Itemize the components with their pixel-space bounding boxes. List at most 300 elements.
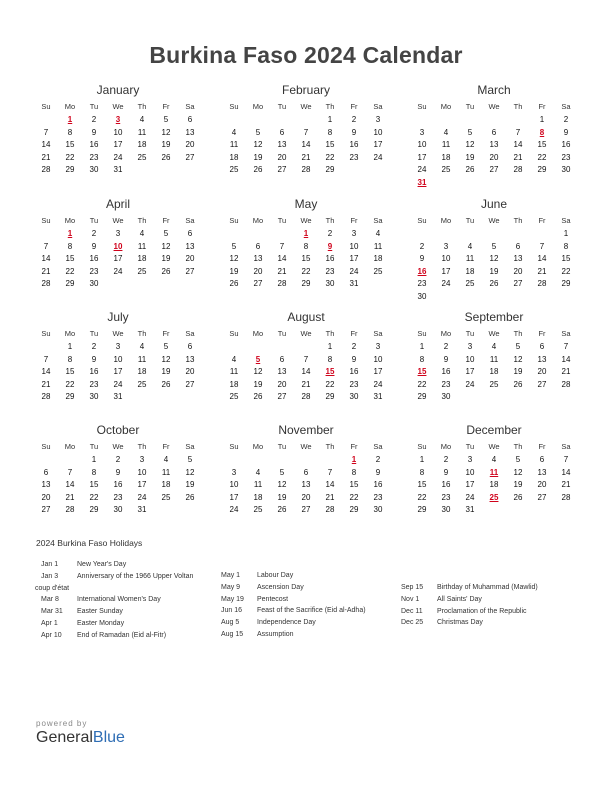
day-cell: 7: [539, 241, 545, 251]
day-cell: 29: [537, 165, 547, 174]
month-april: [34, 197, 202, 291]
month-name: January: [96, 83, 140, 97]
empty-cell: [222, 228, 246, 241]
month-name: September: [464, 310, 524, 324]
day-cell: 29: [325, 165, 335, 174]
weekday-label: Sa: [373, 329, 383, 338]
empty-cell: [270, 454, 294, 467]
day-cell: 9: [91, 241, 97, 251]
weekday-label: Tu: [465, 216, 475, 225]
page-title: Burkina Faso 2024 Calendar: [149, 42, 463, 68]
day-cell: 28: [513, 165, 523, 174]
day-cell: 23: [89, 266, 99, 276]
day-cell: 26: [185, 492, 195, 502]
day-cell: 14: [41, 254, 51, 263]
day-cell: 11: [373, 241, 383, 251]
day-cell: 11: [161, 467, 171, 477]
day-cell: 22: [561, 266, 571, 276]
day-cell: 14: [561, 467, 571, 477]
day-cell: 21: [561, 480, 571, 489]
day-cell: 23: [349, 379, 359, 389]
day-cell: 5: [163, 342, 169, 351]
weekday-label: Th: [325, 329, 335, 338]
day-cell: 10: [137, 467, 147, 477]
day-cell: 29: [89, 505, 99, 514]
day-cell: 31: [465, 505, 475, 514]
day-cell: 19: [465, 152, 475, 162]
day-cell: 7: [279, 241, 285, 251]
day-cell: 6: [279, 127, 285, 137]
empty-cell: [222, 114, 246, 127]
weekday-label: Tu: [277, 329, 287, 338]
holiday-name: Feast of the Sacrifice (Eid al-Adha): [257, 607, 366, 615]
weekday-label: Su: [41, 102, 51, 111]
day-cell: 15: [65, 367, 75, 376]
day-cell: 30: [417, 291, 427, 301]
weekday-label: Tu: [89, 102, 99, 111]
weekday-label: Fr: [350, 329, 358, 338]
day-cell: 3: [419, 127, 425, 137]
day-cell: 27: [253, 279, 263, 288]
weekday-label: Sa: [561, 216, 571, 225]
day-cell: 25: [137, 152, 147, 162]
weekday-label: Tu: [89, 442, 99, 451]
holidays-title: 2024 Burkina Faso Holidays: [36, 538, 143, 548]
month-grid: [222, 101, 390, 177]
holiday-date: Nov 1: [401, 595, 420, 603]
brand-general: General: [36, 729, 93, 746]
weekday-label: Mo: [64, 102, 76, 111]
day-cell: 9: [115, 467, 121, 477]
day-cell: 29: [417, 505, 427, 514]
empty-cell: [318, 454, 342, 467]
holiday-day: 15: [325, 367, 335, 376]
weekday-label: Fr: [350, 442, 358, 451]
day-cell: 17: [113, 367, 123, 376]
day-cell: 14: [301, 140, 311, 149]
month-december: [410, 423, 578, 517]
day-cell: 27: [185, 379, 195, 389]
empty-cell: [434, 114, 458, 127]
month-september: [410, 310, 578, 404]
day-cell: 11: [137, 241, 147, 251]
month-name: July: [107, 310, 129, 324]
day-cell: 26: [465, 165, 475, 174]
day-cell: 28: [561, 492, 571, 502]
day-cell: 8: [419, 467, 425, 477]
day-cell: 25: [229, 165, 239, 174]
weekday-label: Mo: [64, 216, 76, 225]
holiday-name: Anniversary of the 1966 Upper Voltan: [77, 572, 194, 580]
day-cell: 25: [441, 165, 451, 174]
day-cell: 30: [373, 505, 383, 514]
day-cell: 2: [563, 115, 569, 124]
day-cell: 2: [351, 342, 357, 351]
empty-cell: [506, 114, 530, 127]
day-cell: 9: [375, 467, 381, 477]
holiday-date: Apr 1: [41, 619, 58, 627]
day-cell: 6: [279, 354, 285, 364]
weekday-label: Sa: [185, 329, 195, 338]
month-grid: [410, 101, 578, 189]
empty-cell: [246, 341, 270, 354]
day-cell: 19: [513, 480, 523, 489]
day-cell: 2: [115, 455, 121, 464]
weekday-label: Mo: [252, 329, 264, 338]
month-grid: [34, 441, 202, 517]
day-cell: 16: [89, 254, 99, 263]
day-cell: 3: [115, 229, 121, 238]
holiday-date: Dec 11: [401, 607, 423, 615]
weekday-label: We: [112, 216, 124, 225]
day-cell: 23: [349, 152, 359, 162]
weekday-label: Su: [417, 216, 427, 225]
day-cell: 3: [351, 229, 357, 238]
day-cell: 21: [41, 152, 51, 162]
day-cell: 6: [255, 241, 261, 251]
day-cell: 30: [89, 392, 99, 401]
day-cell: 12: [513, 467, 523, 477]
holiday-name: Pentecost: [257, 595, 289, 603]
weekday-label: Fr: [538, 216, 546, 225]
empty-cell: [246, 114, 270, 127]
weekday-label: We: [300, 442, 312, 451]
holiday-name: Ascension Day: [257, 583, 304, 591]
weekday-label: Sa: [373, 102, 383, 111]
day-cell: 5: [231, 241, 237, 251]
day-cell: 22: [65, 266, 75, 276]
day-cell: 18: [137, 140, 147, 149]
day-cell: 21: [537, 266, 547, 276]
holiday-item: [41, 606, 123, 618]
day-cell: 3: [467, 342, 473, 351]
day-cell: 11: [229, 367, 239, 376]
day-cell: 17: [441, 266, 451, 276]
day-cell: 10: [465, 467, 475, 477]
weekday-label: Th: [513, 102, 523, 111]
day-cell: 8: [91, 467, 97, 477]
day-cell: 26: [161, 152, 171, 162]
day-cell: 31: [137, 505, 147, 514]
day-cell: 19: [185, 480, 195, 489]
weekday-label: Sa: [185, 442, 195, 451]
holiday-name: Proclamation of the Republic: [437, 607, 527, 615]
day-cell: 2: [375, 455, 381, 464]
day-cell: 9: [563, 127, 569, 137]
day-cell: 8: [327, 127, 333, 137]
holiday-name: All Saints' Day: [437, 595, 482, 603]
day-cell: 23: [89, 379, 99, 389]
holiday-date: May 19: [221, 595, 244, 603]
day-cell: 24: [229, 505, 239, 514]
day-cell: 12: [253, 367, 263, 376]
holiday-day: 9: [327, 241, 333, 251]
day-cell: 10: [349, 241, 359, 251]
month-grid: [410, 328, 578, 404]
day-cell: 15: [65, 140, 75, 149]
day-cell: 18: [489, 480, 499, 489]
day-cell: 20: [253, 266, 263, 276]
day-cell: 11: [441, 140, 451, 149]
day-cell: 25: [373, 266, 383, 276]
day-cell: 15: [349, 480, 359, 489]
day-cell: 23: [325, 266, 335, 276]
month-name: March: [477, 83, 511, 97]
day-cell: 30: [441, 392, 451, 401]
day-cell: 4: [491, 455, 497, 464]
weekday-label: Th: [513, 216, 523, 225]
day-cell: 24: [113, 379, 123, 389]
holiday-date: Mar 31: [41, 608, 63, 616]
day-cell: 28: [301, 165, 311, 174]
day-cell: 21: [513, 152, 523, 162]
weekday-label: Fr: [162, 329, 170, 338]
holiday-date: Dec 25: [401, 619, 424, 627]
day-cell: 5: [187, 455, 193, 464]
month-november: [222, 423, 390, 517]
holiday-name: Easter Sunday: [77, 608, 123, 616]
day-cell: 20: [537, 367, 547, 376]
weekday-label: Su: [417, 102, 427, 111]
day-cell: 30: [349, 392, 359, 401]
day-cell: 7: [43, 354, 49, 364]
day-cell: 10: [113, 354, 123, 364]
holiday-day: 16: [417, 266, 427, 276]
day-cell: 13: [489, 140, 499, 149]
day-cell: 20: [301, 492, 311, 502]
day-cell: 13: [537, 467, 547, 477]
day-cell: 13: [185, 241, 195, 251]
month-name: November: [278, 423, 334, 437]
weekday-label: Fr: [162, 102, 170, 111]
holiday-item: [41, 571, 194, 583]
day-cell: 6: [491, 127, 497, 137]
day-cell: 5: [515, 342, 521, 351]
day-cell: 9: [351, 354, 357, 364]
day-cell: 13: [185, 354, 195, 364]
weekday-label: Fr: [350, 102, 358, 111]
empty-cell: [222, 454, 246, 467]
holiday-date: Jan 3: [41, 572, 59, 580]
holiday-date: May 9: [221, 583, 241, 591]
day-cell: 10: [113, 127, 123, 137]
day-cell: 20: [277, 379, 287, 389]
month-name: May: [294, 197, 318, 211]
day-cell: 18: [373, 254, 383, 263]
day-cell: 23: [441, 492, 451, 502]
month-grid: [222, 215, 390, 291]
day-cell: 5: [279, 467, 285, 477]
empty-cell: [270, 228, 294, 241]
day-cell: 5: [163, 115, 169, 124]
day-cell: 6: [43, 467, 49, 477]
day-cell: 6: [539, 342, 545, 351]
day-cell: 16: [441, 367, 451, 376]
weekday-label: Tu: [465, 442, 475, 451]
day-cell: 23: [561, 152, 571, 162]
month-name: October: [96, 423, 140, 437]
day-cell: 2: [419, 241, 425, 251]
day-cell: 29: [301, 279, 311, 288]
day-cell: 29: [561, 279, 571, 288]
day-cell: 18: [229, 152, 239, 162]
day-cell: 16: [349, 140, 359, 149]
weekday-label: Th: [325, 442, 335, 451]
day-cell: 30: [325, 279, 335, 288]
day-cell: 4: [467, 241, 473, 251]
day-cell: 15: [301, 254, 311, 263]
day-cell: 29: [325, 392, 335, 401]
day-cell: 23: [373, 492, 383, 502]
empty-cell: [34, 454, 58, 467]
weekday-label: Mo: [440, 216, 452, 225]
day-cell: 24: [137, 492, 147, 502]
holiday-date: Mar 8: [41, 596, 59, 604]
holiday-day: 11: [489, 467, 499, 477]
holiday-date: Jan 1: [41, 561, 59, 568]
day-cell: 2: [91, 115, 97, 124]
day-cell: 4: [139, 229, 145, 238]
day-cell: 18: [137, 367, 147, 376]
day-cell: 20: [185, 367, 195, 376]
day-cell: 3: [139, 455, 145, 464]
empty-cell: [270, 341, 294, 354]
day-cell: 7: [327, 467, 333, 477]
day-cell: 7: [563, 455, 569, 464]
day-cell: 24: [349, 266, 359, 276]
day-cell: 1: [419, 342, 425, 351]
weekday-label: Su: [41, 442, 51, 451]
day-cell: 5: [255, 127, 261, 137]
holiday-item: [41, 594, 161, 606]
weekday-label: Fr: [538, 442, 546, 451]
day-cell: 26: [229, 279, 239, 288]
day-cell: 20: [185, 254, 195, 263]
day-cell: 12: [513, 354, 523, 364]
day-cell: 26: [513, 492, 523, 502]
day-cell: 11: [489, 354, 499, 364]
weekday-label: We: [488, 442, 500, 451]
month-grid: [222, 328, 390, 404]
holiday-name: Labour Day: [257, 572, 294, 579]
weekday-label: Th: [137, 102, 147, 111]
weekday-label: Sa: [373, 442, 383, 451]
holiday-name: Birthday of Muhammad (Mawlid): [437, 584, 538, 591]
day-cell: 1: [67, 342, 73, 351]
month-grid: [34, 215, 202, 291]
holiday-day: 15: [417, 367, 427, 376]
holiday-date: Apr 10: [41, 631, 62, 639]
day-cell: 17: [373, 367, 383, 376]
day-cell: 8: [419, 354, 425, 364]
day-cell: 24: [113, 152, 123, 162]
day-cell: 7: [43, 241, 49, 251]
weekday-label: Tu: [277, 442, 287, 451]
weekday-label: We: [300, 216, 312, 225]
day-cell: 16: [349, 367, 359, 376]
month-july: [34, 310, 202, 404]
empty-cell: [482, 114, 506, 127]
day-cell: 21: [41, 379, 51, 389]
weekday-label: Tu: [277, 216, 287, 225]
day-cell: 21: [41, 266, 51, 276]
month-name: April: [105, 197, 130, 211]
day-cell: 12: [161, 241, 171, 251]
weekday-label: Mo: [64, 329, 76, 338]
holiday-day: 3: [115, 115, 121, 124]
day-cell: 19: [489, 266, 499, 276]
day-cell: 1: [91, 455, 97, 464]
day-cell: 24: [465, 492, 475, 502]
day-cell: 25: [137, 379, 147, 389]
day-cell: 15: [561, 254, 571, 263]
day-cell: 27: [537, 379, 547, 389]
day-cell: 29: [417, 392, 427, 401]
day-cell: 25: [465, 279, 475, 288]
day-cell: 4: [443, 127, 449, 137]
weekday-label: Sa: [561, 329, 571, 338]
weekday-label: Mo: [440, 102, 452, 111]
empty-cell: [58, 454, 82, 467]
weekday-label: Mo: [64, 442, 76, 451]
empty-cell: [434, 228, 458, 241]
weekday-label: Th: [137, 442, 147, 451]
day-cell: 19: [229, 266, 239, 276]
empty-cell: [410, 114, 434, 127]
month-name: February: [281, 83, 331, 97]
day-cell: 10: [417, 140, 427, 149]
day-cell: 14: [65, 480, 75, 489]
day-cell: 7: [43, 127, 49, 137]
day-cell: 16: [441, 480, 451, 489]
empty-cell: [246, 228, 270, 241]
day-cell: 17: [229, 492, 239, 502]
day-cell: 24: [113, 266, 123, 276]
month-name: December: [466, 423, 522, 437]
day-cell: 2: [327, 229, 333, 238]
holiday-day: 10: [113, 241, 123, 251]
day-cell: 20: [41, 492, 51, 502]
day-cell: 5: [491, 241, 497, 251]
day-cell: 16: [561, 140, 571, 149]
day-cell: 31: [113, 392, 123, 401]
empty-cell: [246, 454, 270, 467]
day-cell: 17: [113, 254, 123, 263]
month-grid: [410, 215, 578, 303]
day-cell: 8: [67, 127, 73, 137]
day-cell: 13: [41, 480, 51, 489]
day-cell: 22: [349, 492, 359, 502]
day-cell: 30: [89, 165, 99, 174]
day-cell: 14: [41, 367, 51, 376]
day-cell: 2: [91, 342, 97, 351]
day-cell: 30: [561, 165, 571, 174]
day-cell: 10: [465, 354, 475, 364]
day-cell: 28: [301, 392, 311, 401]
day-cell: 27: [513, 279, 523, 288]
day-cell: 12: [229, 254, 239, 263]
month-name: June: [480, 197, 508, 211]
day-cell: 3: [443, 241, 449, 251]
day-cell: 15: [325, 140, 335, 149]
day-cell: 24: [441, 279, 451, 288]
day-cell: 13: [253, 254, 263, 263]
day-cell: 23: [89, 152, 99, 162]
holiday-day: 8: [539, 127, 545, 137]
day-cell: 20: [185, 140, 195, 149]
day-cell: 19: [513, 367, 523, 376]
day-cell: 11: [137, 127, 147, 137]
